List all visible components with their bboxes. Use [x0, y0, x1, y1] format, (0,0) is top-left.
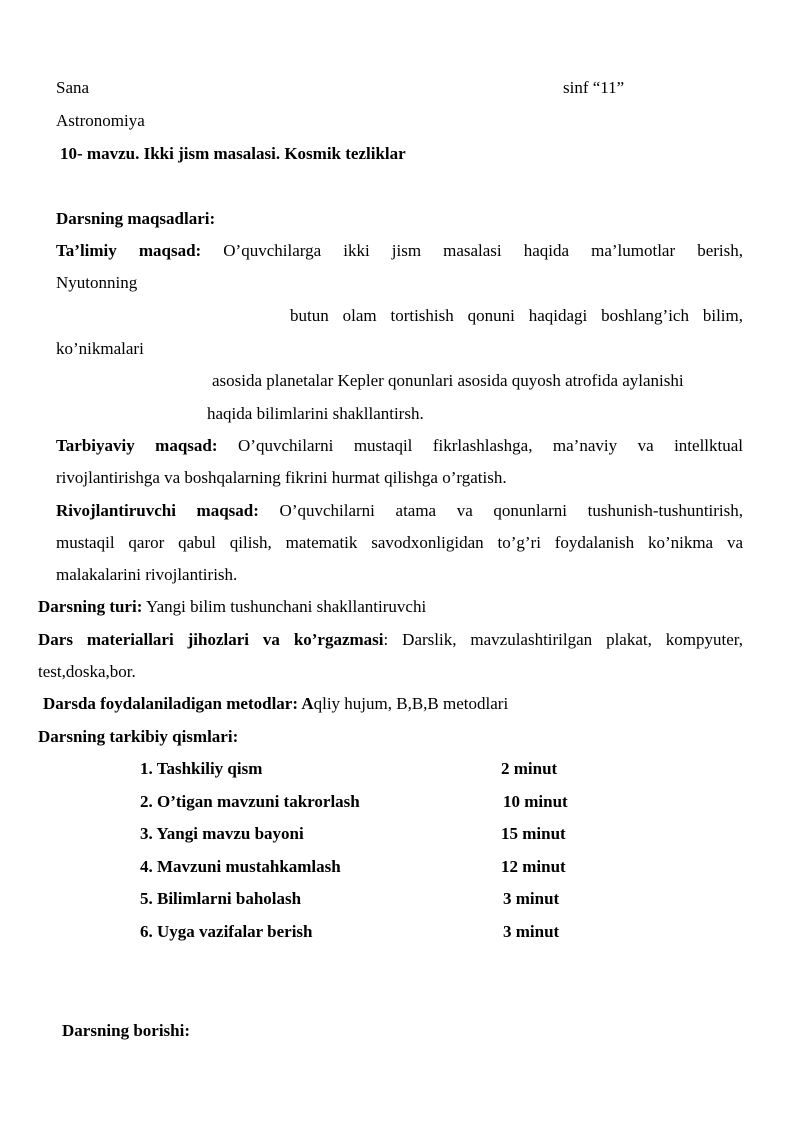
methods-value: qliy hujum, B,B,B metodlari	[313, 694, 509, 713]
educational-goal-line-6: haqida bilimlarini shakllantirsh.	[207, 404, 424, 423]
upbringing-goal-label: Tarbiyaviy maqsad:	[56, 436, 218, 455]
educational-goal-line-3: butun olam tortishish qonuni haqidagi boshlang’ich bilim,	[290, 306, 743, 325]
plan-item-time: 15 minut	[501, 824, 566, 843]
methods-label: Darsda foydalaniladigan metodlar: A	[43, 694, 314, 713]
developmental-goal-line-2: mustaqil qaror qabul qilish, matematik savodxonligidan to’g’ri foydalanish ko’nikma va	[56, 533, 743, 552]
goals-heading: Darsning maqsadlari:	[56, 209, 216, 228]
upbringing-goal-line-2: rivojlantirishga va boshqalarning fikrini hurmat qilishga o’rgatish.	[56, 468, 507, 487]
developmental-goal-label: Rivojlantiruvchi maqsad:	[56, 501, 259, 520]
materials-label: Dars materiallari jihozlari va ko’rgazmasi	[38, 630, 384, 649]
educational-goal-line-4: ko’nikmalari	[56, 339, 144, 358]
educational-goal-line-5: asosida planetalar Kepler qonunlari asosida quyosh atrofida aylanishi	[212, 371, 684, 390]
grade-label: sinf “11”	[563, 78, 625, 97]
subject-name: Astronomiya	[56, 111, 145, 130]
lesson-type	[38, 597, 426, 617]
plan-item-time: 3 minut	[503, 889, 560, 908]
developmental-goal-line-1: Rivojlantiruvchi maqsad: O’quvchilarni atama va qonunlarni tushunish-tushuntirish,	[56, 501, 744, 520]
structure-heading: Darsning tarkibiy qismlari:	[38, 727, 239, 746]
plan-item-label: 5. Bilimlarni baholash	[140, 889, 302, 908]
plan-item-label: 1. Tashkiliy qism	[140, 759, 263, 778]
topic-title: 10- mavzu. Ikki jism masalasi. Kosmik tezliklar	[60, 144, 406, 163]
materials-line-1: Dars materiallari jihozlari va ko’rgazmasi: Darslik, mavzulashtirilgan plakat, kompyuter,	[38, 630, 744, 649]
educational-goal-line-2: Nyutonning	[56, 273, 138, 292]
lesson-progress-heading: Darsning borishi:	[62, 1021, 190, 1040]
lesson-type-value: Yangi bilim tushunchani shakllantiruvchi	[146, 597, 427, 616]
plan-item-label: 4. Mavzuni mustahkamlash	[140, 857, 341, 876]
lesson-type-label: Darsning turi:	[38, 597, 143, 616]
materials-line-2: test,doska,bor.	[38, 662, 136, 681]
developmental-goal-line-3: malakalarini rivojlantirish.	[56, 565, 238, 584]
methods	[43, 694, 508, 714]
plan-item-time: 10 minut	[503, 792, 568, 811]
plan-item-time: 12 minut	[501, 857, 566, 876]
date-label: Sana	[56, 78, 90, 97]
upbringing-goal-line-1: Tarbiyaviy maqsad: O’quvchilarni mustaqil fikrlashlashga, ma’naviy va intellktual	[56, 436, 744, 455]
plan-item-label: 2. O’tigan mavzuni takrorlash	[140, 792, 360, 811]
plan-item-label: 3. Yangi mavzu bayoni	[140, 824, 304, 843]
educational-goal-line-1: Ta’limiy maqsad: O’quvchilarga ikki jism masalasi haqida ma’lumotlar berish,	[56, 241, 744, 260]
educational-goal-label: Ta’limiy maqsad:	[56, 241, 202, 260]
plan-item-label: 6. Uyga vazifalar berish	[140, 922, 313, 941]
plan-item-time: 3 minut	[503, 922, 560, 941]
plan-item-time: 2 minut	[501, 759, 558, 778]
